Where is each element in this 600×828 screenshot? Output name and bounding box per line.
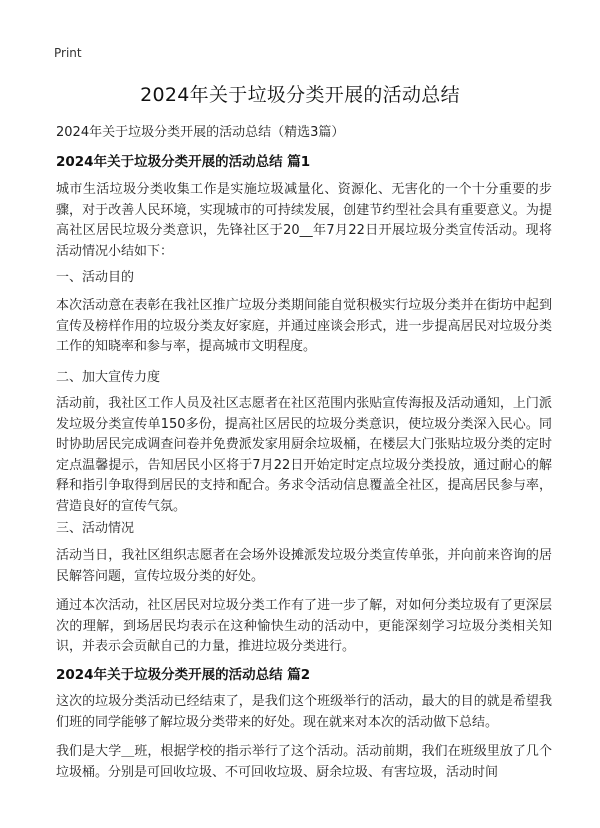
section3-paragraph-1: 活动当日，我社区组织志愿者在会场外设摊派发垃圾分类宣传单张，并向前来咨询的居民解答问题，宣传垃圾分类的好处。 (56, 548, 552, 584)
section1-title: 一、活动目的 (56, 270, 135, 285)
print-label[interactable]: Print (54, 46, 82, 60)
section1-paragraph: 本次活动意在表彰在我社区推广垃圾分类期间能自觉积极实行垃圾分类并在街坊中起到宣传及榜样作用的垃圾分类友好家庭，并通过座谈会形式，进一步提高居民对垃圾分类工作的知晓率和参与率，提高城市文明程度。 (56, 298, 552, 354)
part2-paragraph-1: 这次的垃圾分类活动已经结束了，是我们这个班级举行的活动，最大的目的就是希望我们班的同学能够了解垃圾分类带来的好处。现在就来对本次的活动做下总结。 (56, 694, 552, 730)
section3-title: 三、活动情况 (56, 521, 135, 536)
part1-intro-paragraph: 城市生活垃圾分类收集工作是实施垃圾减量化、资源化、无害化的一个十分重要的步骤，对于改善人民环境，实现城市的可持续发展，创建节约型社会具有重要意义。为提高社区居民垃圾分类意识，先锋社区于20__年7月22日开展垃圾分类宣传活动。现将活动情况小结如下： (56, 182, 552, 259)
part2-paragraph-2: 我们是大学＿班，根据学校的指示举行了这个活动。活动前期，我们在班级里放了几个垃圾桶。分别是可回收垃圾、不可回收垃圾、厨余垃圾、有害垃圾，活动时间 (56, 744, 552, 780)
part2-heading: 2024年关于垃圾分类开展的活动总结 篇2 (56, 667, 311, 683)
section2-title: 二、加大宣传力度 (56, 370, 161, 385)
document-subtitle: 2024年关于垃圾分类开展的活动总结（精选3篇） (56, 125, 345, 140)
part1-heading: 2024年关于垃圾分类开展的活动总结 篇1 (56, 154, 311, 170)
section2-paragraph: 活动前，我社区工作人员及社区志愿者在社区范围内张贴宣传海报及活动通知，上门派发垃圾分类宣传单150多份，提高社区居民的垃圾分类意识，使垃圾分类深入民心。同时协助居民完成调查问卷并免费派发家用厨余垃圾桶，在楼层大门张贴垃圾分类的定时定点温馨提示，告知居民小区将于7月22日开始定时定点垃圾分类投放，通过耐心的解释和指引争取得到居民的支持和配合。务求令活动信息覆盖全社区，提高居民参与率，营造良好的宣传气氛。 (56, 396, 552, 514)
document-title: 2024年关于垃圾分类开展的活动总结 (140, 84, 460, 106)
section3-paragraph-2: 通过本次活动，社区居民对垃圾分类工作有了进一步了解，对如何分类垃圾有了更深层次的理解，到场居民均表示在这种愉快生动的活动中，更能深刻学习垃圾分类相关知识，并表示会贡献自己的力量，推进垃圾分类进行。 (56, 598, 552, 654)
